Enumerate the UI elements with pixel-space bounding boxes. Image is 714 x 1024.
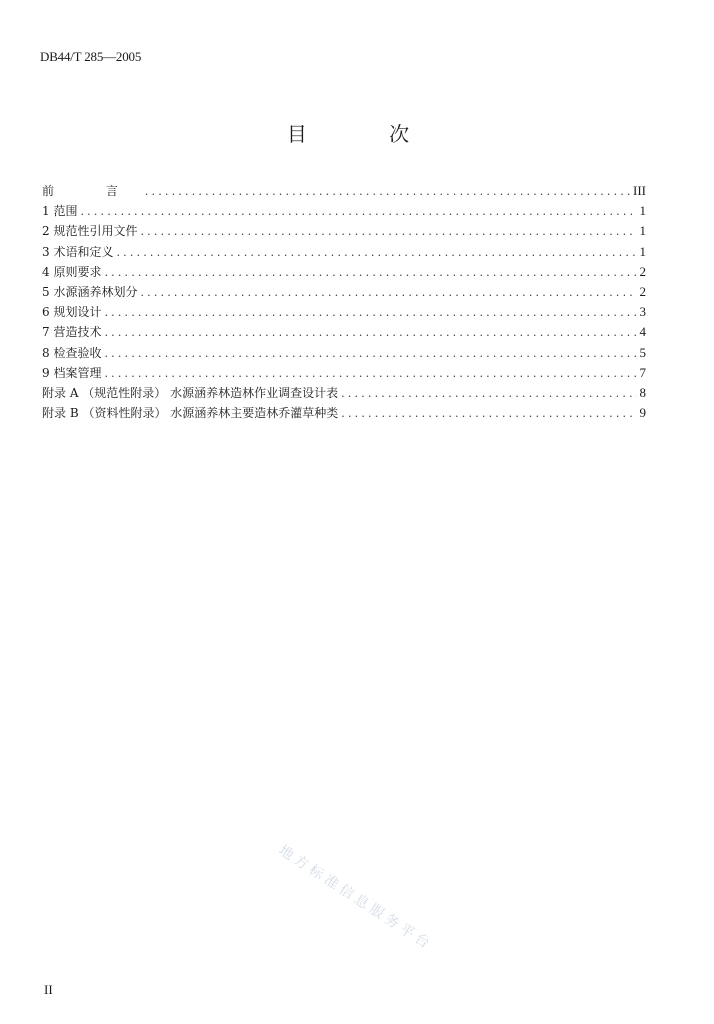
toc-leader-dots: [341, 404, 636, 424]
toc-entry-foreword[interactable]: [42, 181, 646, 201]
toc-entry-archive-management[interactable]: [42, 363, 646, 383]
toc-leader-dots: [341, 384, 636, 404]
toc-entry-planning-design[interactable]: [42, 302, 646, 322]
toc-label: 9 档案管理: [42, 365, 102, 380]
toc-leader-dots: [104, 303, 636, 323]
toc-page-number: 2: [639, 263, 646, 279]
toc-page-number: 5: [639, 344, 646, 360]
toc-leader-dots: [104, 364, 636, 384]
page-title: 目 次: [286, 122, 448, 146]
toc-page-number: 1: [639, 223, 646, 239]
toc-entry-scope[interactable]: [42, 201, 646, 221]
table-of-contents: [42, 181, 646, 423]
toc-entry-normative-references[interactable]: [42, 221, 646, 241]
toc-label: 8 检查验收: [42, 345, 102, 360]
toc-label: 附录 B （资料性附录） 水源涵养林主要造林乔灌草种类: [42, 406, 339, 421]
toc-leader-dots: [140, 283, 636, 303]
toc-page-number: 8: [639, 384, 646, 400]
toc-label: 前 言: [42, 184, 142, 198]
page-number: II: [44, 982, 53, 997]
toc-leader-dots: [104, 263, 636, 283]
toc-page-number: 1: [639, 203, 646, 219]
toc-label: 5 水源涵养林划分: [42, 284, 138, 299]
toc-entry-inspection-acceptance[interactable]: [42, 343, 646, 363]
toc-leader-dots: [145, 182, 630, 202]
toc-page-number: 4: [639, 324, 646, 340]
standard-code: DB44/T 285—2005: [40, 49, 142, 64]
toc-label: 附录 A （规范性附录） 水源涵养林造林作业调查设计表: [42, 385, 339, 400]
toc-leader-dots: [104, 344, 636, 364]
toc-page-number: 2: [639, 283, 646, 299]
toc-leader-dots: [116, 243, 636, 263]
toc-entry-appendix-a[interactable]: [42, 383, 646, 403]
toc-label: 3 术语和定义: [42, 244, 114, 259]
toc-label: 7 营造技术: [42, 325, 102, 340]
toc-page-number: 9: [639, 405, 646, 421]
toc-page-number: 7: [639, 364, 646, 380]
toc-label: 6 规划设计: [42, 305, 102, 320]
toc-label: 4 原则要求: [42, 264, 102, 279]
toc-entry-forest-division[interactable]: [42, 282, 646, 302]
toc-page-number: 3: [639, 304, 646, 320]
toc-entry-afforestation-techniques[interactable]: [42, 322, 646, 342]
toc-page-number: III: [633, 183, 646, 198]
toc-label: 2 规范性引用文件: [42, 224, 138, 239]
toc-page-number: 1: [639, 243, 646, 259]
toc-label: 1 范围: [42, 204, 78, 219]
toc-entry-terms-definitions[interactable]: [42, 242, 646, 262]
toc-leader-dots: [80, 202, 636, 222]
toc-entry-appendix-b[interactable]: [42, 403, 646, 423]
toc-entry-principles[interactable]: [42, 262, 646, 282]
toc-leader-dots: [140, 222, 636, 242]
watermark: 地方标准信息服务平台: [275, 842, 436, 954]
toc-leader-dots: [104, 323, 636, 343]
